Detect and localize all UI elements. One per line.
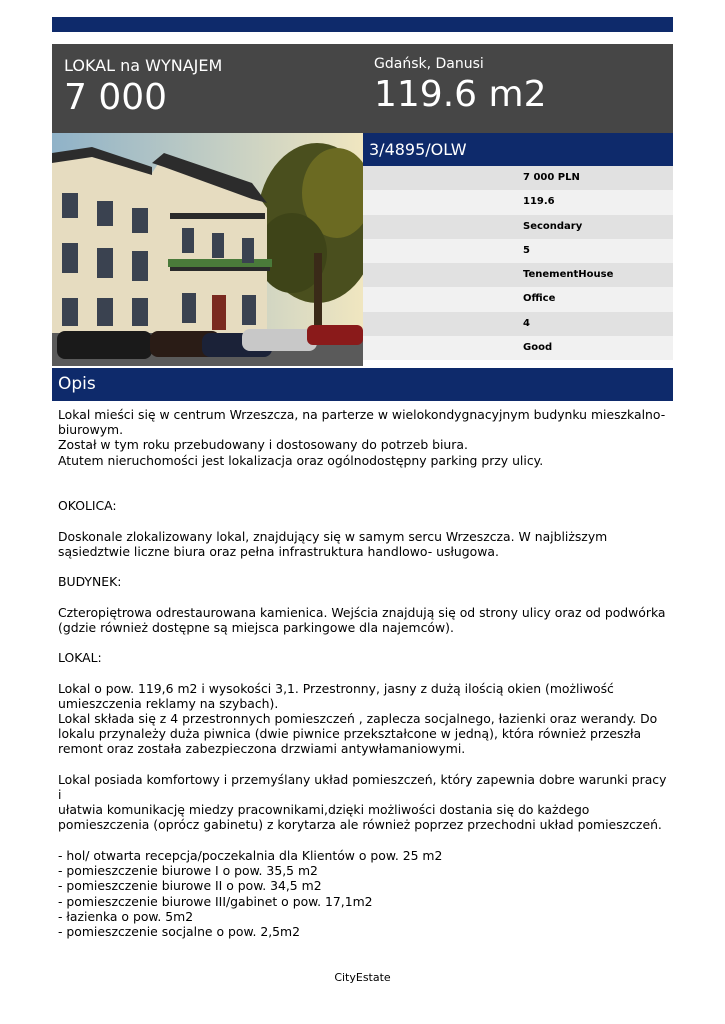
header-right [374,55,546,115]
property-use: Office [363,287,673,311]
top-accent-bar [52,17,673,32]
property-price: 7 000 PLN [363,166,673,190]
price: 7 000 [64,77,168,118]
listing-header [52,44,673,133]
footer-brand: CityEstate [334,971,391,984]
property-condition: Good [363,336,673,360]
property-building-type: TenementHouse [363,263,673,287]
area: 119.6 m2 [374,74,547,115]
property-market: Secondary [363,215,673,239]
property-table [363,166,673,360]
property-area: 119.6 [363,190,673,214]
location: Gdańsk, Danusi [374,56,484,72]
header-left [64,56,222,118]
offer-type: LOKAL na WYNAJEM [64,56,223,75]
property-rooms: 4 [363,312,673,336]
description-text: Lokal mieści się w centrum Wrzeszcza, na parterze w wielokondygnacyjnym budynku mieszkalno- biurowym. Został w tym roku przebudowany i dostosowany do potrzeb biura. Atutem nieruchomości jest lokalizacja oraz ogólnodostępny parking przy ulicy. OKOLICA: Doskonale zlokalizowany lokal, znajdujący się w samym sercu Wrzeszcza. W najbliższym sąsiedztwie liczne biura oraz pełna infrastruktura handlowo- usługowa. BUDYNEK: Czteropiętrowa odrestaurowana kamienica. Wejścia znajdują się od strony ulicy oraz od podwórka (gdzie również dostępne są miejsca parkingowe dla najemców). LOKAL: Lokal o pow. 119,6 m2 i wysokości 3,1. Przestronny, jasny z dużą ilością okien (możliwość umieszczenia reklamy na szybach). Lokal składa się z 4 przestronnych pomieszczeń , zaplecza socjalnego, łazienki oraz werandy. Do lokalu przynależy duża piwnica (dwie piwnice przekształcone w jedną), która również przeszła remont oraz została zabezpieczona drzwiami antywłamaniowymi. Lokal posiada komfortowy i przemyślany układ pomieszczeń, który zapewnia dobre warunki pracy i ułatwia komunikację miedzy pracownikami,dzięki możliwości dostania się do każdego pomieszczenia (oprócz gabinetu) z korytarza ale również poprzez przechodni układ pomieszczeń. - hol/ otwarta recepcja/poczekalnia dla Klientów o pow. 25 m2 - pomieszczenie biurowe I o pow. 35,5 m2 - pomieszczenie biurowe II o pow. 34,5 m2 - pomieszczenie biurowe III/gabinet o pow. 17,1m2 - łazienka o pow. 5m2 - pomieszczenie socjalne o pow. 2,5m2 [58,407,667,939]
reference-number: 3/4895/OLW [363,133,673,166]
building-photo-image [52,133,363,366]
section-title: Opis [52,368,673,401]
property-floors: 5 [363,239,673,263]
building-photo [52,133,363,366]
